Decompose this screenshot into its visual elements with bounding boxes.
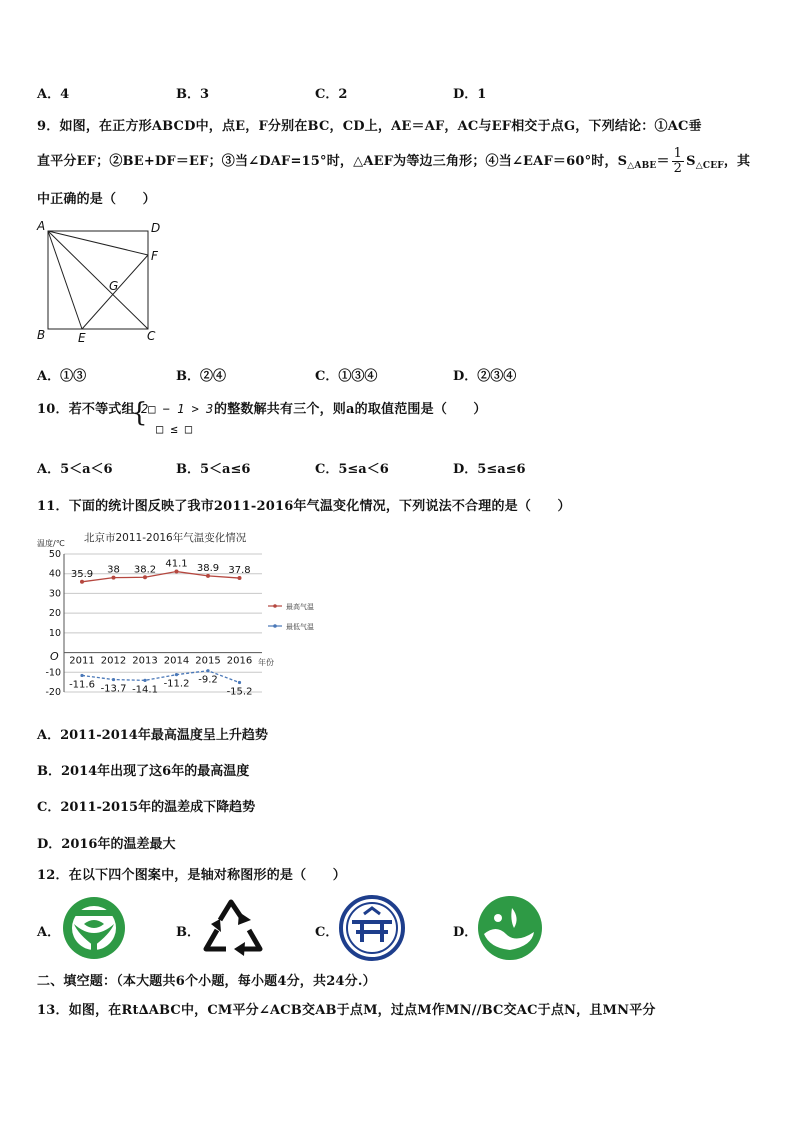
chart-xlabel: 年份 [258,658,274,667]
q10-ineq-1: 2□ − 1 > 3 [141,402,214,416]
chart-x-tick-label: 2016 [226,655,253,667]
chart-y-tick-label: 20 [48,608,61,620]
q13-text: 13．如图，在Rt∆ABC中，CM平分∠ACB交AB于点M，过点M作MN//BC交AC于点N，且MN平分 [37,1003,656,1018]
q12-text: 12．在以下四个图案中，是轴对称图形的是（ ） [37,868,346,883]
q9-frac-den: 2 [673,161,683,176]
chart-data-point [206,669,209,672]
chart-data-label: 38 [107,564,120,576]
chart-y-tick-label: 40 [48,568,61,580]
chart-legend-marker [273,624,277,628]
label-e: E [78,331,86,344]
q9-option-c: C．①③④ [315,369,378,384]
q10-option-d: D．5≤a≤6 [453,462,526,477]
q11-option-b: B．2014年出现了这6年的最高温度 [37,764,250,779]
chart-data-label: -11.2 [163,678,190,690]
diagonal-ac [48,231,148,329]
label-c: C [147,329,156,343]
q11-option-c: C．2011-2015年的温差成下降趋势 [37,800,256,815]
chart-title: 北京市2011-2016年气温变化情况 [84,532,247,544]
q8-option-b: B．3 [176,87,210,102]
q12-option-b: B． [176,925,200,940]
q9-option-d: D．②③④ [453,369,517,384]
q9-fraction [672,147,684,176]
q8-option-c: C．2 [315,87,348,102]
q10-option-a: A．5＜a＜6 [37,462,113,477]
chart-legend-label: 最低气温 [286,623,314,631]
q9-line2b: ，其 [723,154,751,169]
q11-option-a: A．2011-2014年最高温度呈上升趋势 [37,728,268,743]
chart-y-tick-label: -10 [45,667,61,679]
chart-data-point [143,679,146,682]
q8-option-a: A．4 [37,87,70,102]
q9-eq: ＝ [656,154,670,169]
chart-data-point [175,570,179,574]
section-2-heading: 二、填空题：（本大题共6个小题，每小题4分，共24分.） [37,974,376,989]
chart-data-point [238,681,241,684]
chart-data-label: 41.1 [165,558,188,570]
q9-option-b: B．②④ [176,369,226,384]
q9-option-a: A．①③ [37,369,87,384]
chart-data-point [112,678,115,681]
chart-data-label: -9.2 [198,674,218,686]
chart-data-point [112,576,116,580]
label-a: A [37,219,46,233]
label-d: D [151,221,161,235]
q10-brace-icon: { [131,398,148,428]
chart-origin-label: O [50,650,59,663]
chart-data-point [206,574,210,578]
chart-data-point [238,576,242,580]
temperature-line-chart [34,526,334,702]
q9-s2: S [686,154,696,169]
q9-sub-abe: △ABE [627,161,657,171]
chart-data-point [143,575,147,579]
q9-frac-num: 1 [673,146,683,161]
chart-data-point [80,580,84,584]
segment-ae [48,231,82,329]
chart-data-label: 38.2 [133,564,157,576]
recycle-icon [198,894,268,962]
q9-line3: 中正确的是（ ） [37,192,156,207]
label-b: B [37,328,46,342]
chart-legend-label: 最高气温 [286,603,314,611]
green-food-logo-icon [60,894,128,962]
chart-x-tick-label: 2011 [69,655,95,667]
q10-option-c: C．5≤a＜6 [315,462,389,477]
q10-prefix: 10．若不等式组 [37,402,135,417]
q10-option-b: B．5＜a≤6 [176,462,251,477]
chart-legend-marker [273,604,277,608]
chart-x-tick-label: 2014 [163,655,190,667]
q12-option-c: C． [315,925,339,940]
chart-x-tick-label: 2012 [100,655,127,667]
q9-sub-cef: △CEF [695,161,724,171]
chart-data-label: -11.6 [69,679,95,691]
chart-data-label: 37.8 [228,565,251,577]
q9-line2a: 直平分EF；②BE+DF＝EF；③当∠DAF=15°时，△AEF为等边三角形；④当∠EAF＝60°时，S [37,154,628,169]
label-g: G [109,279,119,293]
chart-data-point [80,674,83,677]
label-f: F [151,249,158,263]
q11-text: 11．下面的统计图反映了我市2011-2016年气温变化情况，下列说法不合理的是（ ） [37,499,571,514]
q12-option-a: A． [37,925,61,940]
chart-data-label: -15.2 [226,686,253,698]
chart-x-tick-label: 2013 [132,655,158,667]
chart-data-label: -13.7 [100,683,127,695]
q9-line2 [37,147,750,176]
q8-option-d: D．1 [453,87,487,102]
chart-data-label: 35.9 [70,568,94,580]
chart-data-point [175,673,178,676]
q11-option-d: D．2016年的温差最大 [37,837,176,852]
transit-logo-icon [338,894,406,962]
q9-line1: 9．如图，在正方形ABCD中，点E，F分别在BC，CD上，AE＝AF，AC与EF相交于点G，下列结论：①AC垂 [37,119,702,134]
q10-ineq-2: □ ≤ □ [156,422,193,436]
chart-ylabel: 温度/℃ [37,539,65,548]
chart-data-label: 38.9 [196,562,220,574]
chart-data-label: -14.1 [132,684,158,696]
q12-option-d: D． [453,925,478,940]
segment-af [48,231,148,255]
green-wave-logo-icon [476,894,544,962]
chart-y-tick-label: 50 [48,549,61,560]
chart-y-tick-label: 30 [48,588,61,600]
q10-suffix: 的整数解共有三个，则a的取值范围是（ ） [214,402,487,417]
chart-y-tick-label: 10 [48,627,61,639]
q9-square-figure [34,218,164,344]
chart-y-tick-label: -20 [45,687,61,698]
chart-x-tick-label: 2015 [195,655,221,667]
